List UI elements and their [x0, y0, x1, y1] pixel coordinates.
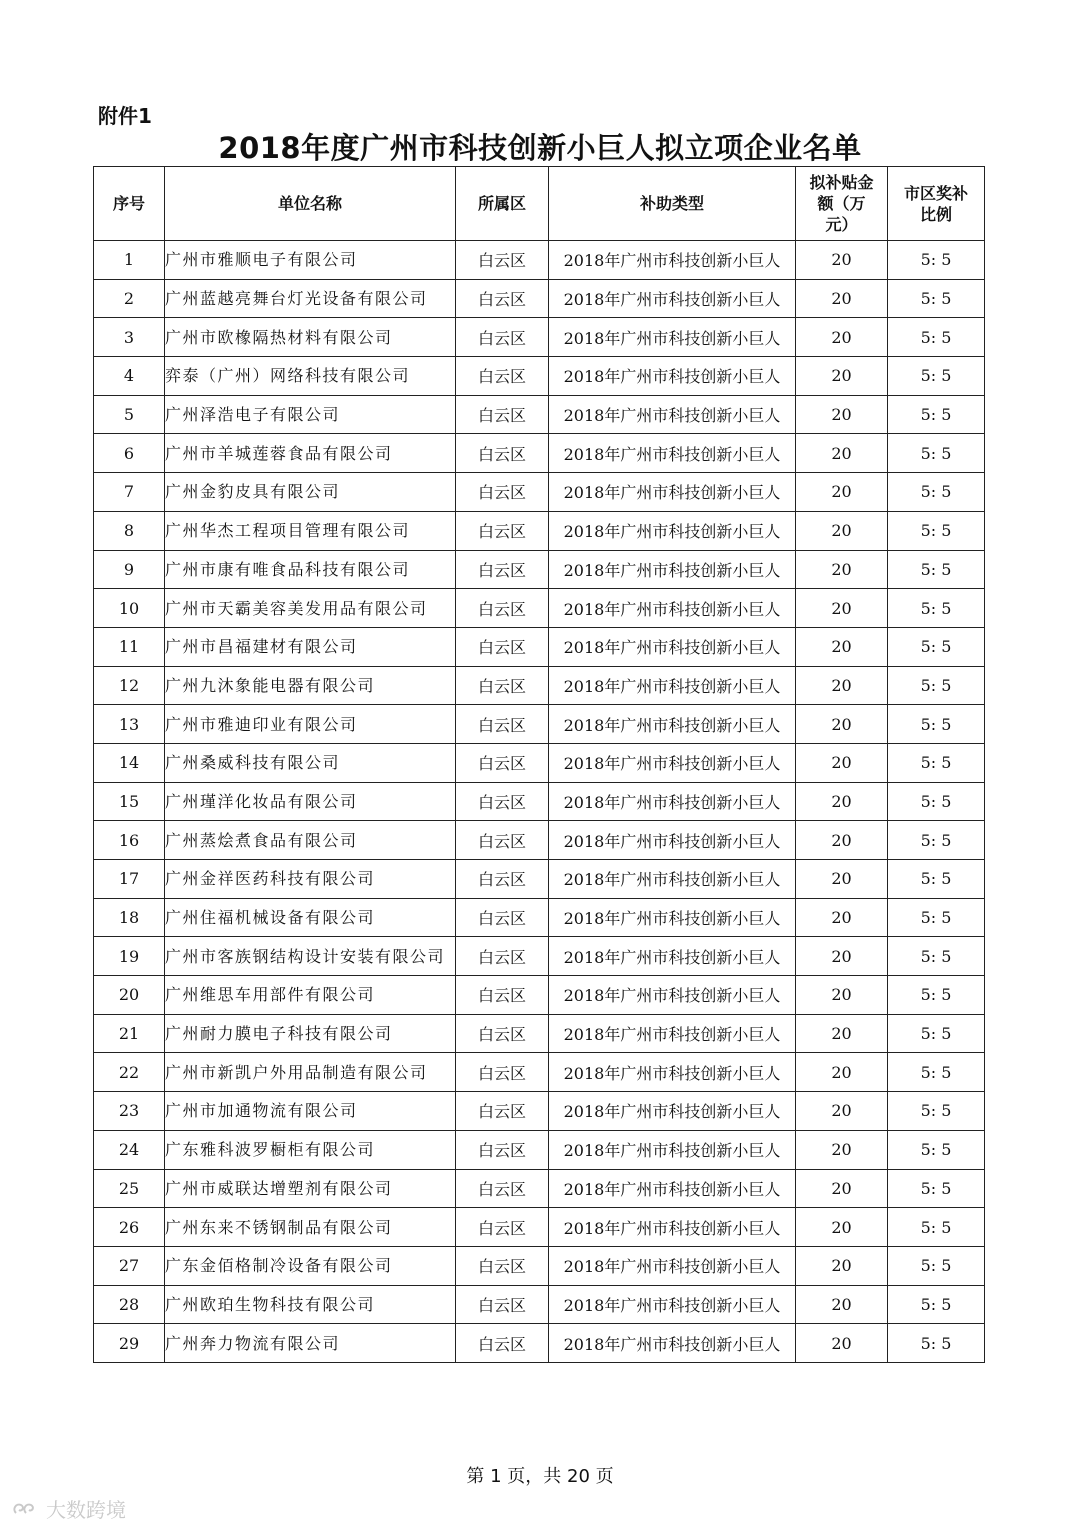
table-row [94, 821, 985, 860]
cell-amount: 20 [796, 434, 888, 473]
cell-district: 白云区 [456, 279, 549, 318]
cell-no: 23 [94, 1092, 165, 1131]
table-row [94, 627, 985, 666]
cell-company-name: 广州耐力膜电子科技有限公司 [165, 1014, 456, 1053]
table-row [94, 241, 985, 280]
cell-company-name: 广州市加通物流有限公司 [165, 1092, 456, 1131]
cell-company-name: 广州桑威科技有限公司 [165, 743, 456, 782]
cell-ratio: 5: 5 [888, 434, 985, 473]
cell-company-name: 广州华杰工程项目管理有限公司 [165, 511, 456, 550]
table-row [94, 976, 985, 1015]
cell-district: 白云区 [456, 976, 549, 1015]
cell-company-name: 广州蒸烩煮食品有限公司 [165, 821, 456, 860]
cell-amount: 20 [796, 1092, 888, 1131]
cell-district: 白云区 [456, 860, 549, 899]
cell-amount: 20 [796, 241, 888, 280]
cell-district: 白云区 [456, 898, 549, 937]
cell-amount: 20 [796, 1169, 888, 1208]
cell-district: 白云区 [456, 1014, 549, 1053]
cell-district: 白云区 [456, 318, 549, 357]
cell-ratio: 5: 5 [888, 782, 985, 821]
cell-no: 29 [94, 1324, 165, 1363]
cell-company-name: 广州市雅迪印业有限公司 [165, 705, 456, 744]
cell-company-name: 广州蓝越亮舞台灯光设备有限公司 [165, 279, 456, 318]
cell-no: 21 [94, 1014, 165, 1053]
cell-company-name: 广州欧珀生物科技有限公司 [165, 1285, 456, 1324]
cell-ratio: 5: 5 [888, 1014, 985, 1053]
cell-district: 白云区 [456, 589, 549, 628]
cell-subsidy-type: 2018年广州市科技创新小巨人 [549, 976, 796, 1015]
cell-amount: 20 [796, 821, 888, 860]
cell-no: 15 [94, 782, 165, 821]
cell-subsidy-type: 2018年广州市科技创新小巨人 [549, 1246, 796, 1285]
cell-district: 白云区 [456, 1208, 549, 1247]
cell-company-name: 广州市新凯户外用品制造有限公司 [165, 1053, 456, 1092]
header-type: 补助类型 [549, 167, 796, 241]
cell-district: 白云区 [456, 743, 549, 782]
cell-amount: 20 [796, 937, 888, 976]
cell-district: 白云区 [456, 1324, 549, 1363]
table-row [94, 1246, 985, 1285]
table-row [94, 1014, 985, 1053]
table-row [94, 1324, 985, 1363]
cell-district: 白云区 [456, 1092, 549, 1131]
table-row [94, 318, 985, 357]
cell-subsidy-type: 2018年广州市科技创新小巨人 [549, 743, 796, 782]
cell-company-name: 弈泰（广州）网络科技有限公司 [165, 357, 456, 396]
cell-district: 白云区 [456, 821, 549, 860]
cell-no: 10 [94, 589, 165, 628]
cell-no: 16 [94, 821, 165, 860]
cell-no: 19 [94, 937, 165, 976]
cell-company-name: 广州奔力物流有限公司 [165, 1324, 456, 1363]
cell-company-name: 广州市欧橡隔热材料有限公司 [165, 318, 456, 357]
cell-district: 白云区 [456, 782, 549, 821]
cell-no: 9 [94, 550, 165, 589]
cell-ratio: 5: 5 [888, 357, 985, 396]
cell-amount: 20 [796, 898, 888, 937]
cell-amount: 20 [796, 860, 888, 899]
cell-company-name: 广州市羊城莲蓉食品有限公司 [165, 434, 456, 473]
cell-no: 25 [94, 1169, 165, 1208]
cell-subsidy-type: 2018年广州市科技创新小巨人 [549, 395, 796, 434]
cell-amount: 20 [796, 976, 888, 1015]
cell-subsidy-type: 2018年广州市科技创新小巨人 [549, 705, 796, 744]
cell-no: 13 [94, 705, 165, 744]
cell-ratio: 5: 5 [888, 705, 985, 744]
cell-amount: 20 [796, 395, 888, 434]
cell-company-name: 广州维思车用部件有限公司 [165, 976, 456, 1015]
cell-ratio: 5: 5 [888, 743, 985, 782]
cell-subsidy-type: 2018年广州市科技创新小巨人 [549, 1285, 796, 1324]
cell-amount: 20 [796, 627, 888, 666]
cell-no: 4 [94, 357, 165, 396]
cell-subsidy-type: 2018年广州市科技创新小巨人 [549, 937, 796, 976]
cell-subsidy-type: 2018年广州市科技创新小巨人 [549, 1130, 796, 1169]
table-row [94, 1130, 985, 1169]
cell-no: 28 [94, 1285, 165, 1324]
cell-company-name: 广州市威联达增塑剂有限公司 [165, 1169, 456, 1208]
cell-district: 白云区 [456, 395, 549, 434]
table-row [94, 473, 985, 512]
cell-company-name: 广州市雅顺电子有限公司 [165, 241, 456, 280]
table-row [94, 782, 985, 821]
page-number: 第 1 页，共 20 页 [466, 1466, 614, 1487]
table-row [94, 898, 985, 937]
cell-no: 8 [94, 511, 165, 550]
cell-subsidy-type: 2018年广州市科技创新小巨人 [549, 279, 796, 318]
cell-amount: 20 [796, 589, 888, 628]
cell-no: 20 [94, 976, 165, 1015]
cell-ratio: 5: 5 [888, 1092, 985, 1131]
cell-subsidy-type: 2018年广州市科技创新小巨人 [549, 1014, 796, 1053]
cell-no: 26 [94, 1208, 165, 1247]
cell-subsidy-type: 2018年广州市科技创新小巨人 [549, 589, 796, 628]
table-row [94, 1208, 985, 1247]
cell-company-name: 广州东来不锈钢制品有限公司 [165, 1208, 456, 1247]
cell-amount: 20 [796, 1285, 888, 1324]
table-row [94, 1285, 985, 1324]
table-row [94, 743, 985, 782]
cell-subsidy-type: 2018年广州市科技创新小巨人 [549, 357, 796, 396]
cell-ratio: 5: 5 [888, 666, 985, 705]
cell-ratio: 5: 5 [888, 1285, 985, 1324]
cell-company-name: 广州市康有唯食品科技有限公司 [165, 550, 456, 589]
cell-subsidy-type: 2018年广州市科技创新小巨人 [549, 782, 796, 821]
table-row [94, 705, 985, 744]
cell-district: 白云区 [456, 550, 549, 589]
cell-district: 白云区 [456, 666, 549, 705]
table-row [94, 860, 985, 899]
cell-no: 6 [94, 434, 165, 473]
cell-no: 1 [94, 241, 165, 280]
cell-no: 12 [94, 666, 165, 705]
cell-ratio: 5: 5 [888, 589, 985, 628]
cell-district: 白云区 [456, 1130, 549, 1169]
cell-district: 白云区 [456, 434, 549, 473]
cell-ratio: 5: 5 [888, 898, 985, 937]
cell-ratio: 5: 5 [888, 1246, 985, 1285]
cell-company-name: 广州泽浩电子有限公司 [165, 395, 456, 434]
cell-amount: 20 [796, 1130, 888, 1169]
cell-no: 18 [94, 898, 165, 937]
cell-district: 白云区 [456, 627, 549, 666]
cell-ratio: 5: 5 [888, 1130, 985, 1169]
cell-no: 22 [94, 1053, 165, 1092]
cell-subsidy-type: 2018年广州市科技创新小巨人 [549, 434, 796, 473]
cell-ratio: 5: 5 [888, 937, 985, 976]
cell-ratio: 5: 5 [888, 976, 985, 1015]
cell-subsidy-type: 2018年广州市科技创新小巨人 [549, 318, 796, 357]
cell-company-name: 广州住福机械设备有限公司 [165, 898, 456, 937]
watermark [10, 1494, 126, 1523]
cell-ratio: 5: 5 [888, 395, 985, 434]
cell-no: 11 [94, 627, 165, 666]
header-ratio: 市区奖补比例 [888, 167, 985, 241]
cell-ratio: 5: 5 [888, 821, 985, 860]
cell-company-name: 广州金豹皮具有限公司 [165, 473, 456, 512]
table-row [94, 1092, 985, 1131]
cell-subsidy-type: 2018年广州市科技创新小巨人 [549, 821, 796, 860]
cell-no: 7 [94, 473, 165, 512]
cell-amount: 20 [796, 279, 888, 318]
cell-subsidy-type: 2018年广州市科技创新小巨人 [549, 860, 796, 899]
cell-amount: 20 [796, 1053, 888, 1092]
cell-subsidy-type: 2018年广州市科技创新小巨人 [549, 550, 796, 589]
cell-subsidy-type: 2018年广州市科技创新小巨人 [549, 627, 796, 666]
cell-company-name: 广州金祥医药科技有限公司 [165, 860, 456, 899]
cell-no: 27 [94, 1246, 165, 1285]
table-row [94, 434, 985, 473]
cell-amount: 20 [796, 357, 888, 396]
cell-amount: 20 [796, 318, 888, 357]
cell-amount: 20 [796, 705, 888, 744]
cell-district: 白云区 [456, 241, 549, 280]
cell-ratio: 5: 5 [888, 511, 985, 550]
cell-ratio: 5: 5 [888, 279, 985, 318]
table-row [94, 511, 985, 550]
cell-ratio: 5: 5 [888, 550, 985, 589]
header-amount: 拟补贴金额（万元） [796, 167, 888, 241]
cell-subsidy-type: 2018年广州市科技创新小巨人 [549, 241, 796, 280]
cell-district: 白云区 [456, 511, 549, 550]
table-row [94, 937, 985, 976]
cell-ratio: 5: 5 [888, 627, 985, 666]
header-district: 所属区 [456, 167, 549, 241]
table-row [94, 550, 985, 589]
cell-ratio: 5: 5 [888, 241, 985, 280]
company-list-table [93, 166, 985, 1363]
table-row [94, 1053, 985, 1092]
cell-ratio: 5: 5 [888, 1208, 985, 1247]
cell-ratio: 5: 5 [888, 860, 985, 899]
watermark-text: 大数跨境 [46, 1498, 126, 1522]
swirl-logo-icon [10, 1499, 40, 1519]
cell-subsidy-type: 2018年广州市科技创新小巨人 [549, 511, 796, 550]
table-row [94, 279, 985, 318]
table-row [94, 589, 985, 628]
cell-amount: 20 [796, 666, 888, 705]
header-name: 单位名称 [165, 167, 456, 241]
cell-ratio: 5: 5 [888, 1169, 985, 1208]
cell-ratio: 5: 5 [888, 1324, 985, 1363]
cell-no: 24 [94, 1130, 165, 1169]
table-header-row [94, 167, 985, 241]
cell-subsidy-type: 2018年广州市科技创新小巨人 [549, 473, 796, 512]
cell-subsidy-type: 2018年广州市科技创新小巨人 [549, 1208, 796, 1247]
cell-amount: 20 [796, 511, 888, 550]
cell-amount: 20 [796, 473, 888, 512]
cell-amount: 20 [796, 1208, 888, 1247]
cell-district: 白云区 [456, 1169, 549, 1208]
attachment-label: 附件1 [98, 104, 152, 128]
cell-district: 白云区 [456, 937, 549, 976]
cell-amount: 20 [796, 782, 888, 821]
cell-ratio: 5: 5 [888, 318, 985, 357]
table-row [94, 357, 985, 396]
cell-no: 14 [94, 743, 165, 782]
cell-district: 白云区 [456, 705, 549, 744]
cell-district: 白云区 [456, 357, 549, 396]
cell-no: 2 [94, 279, 165, 318]
cell-amount: 20 [796, 550, 888, 589]
cell-subsidy-type: 2018年广州市科技创新小巨人 [549, 1053, 796, 1092]
cell-ratio: 5: 5 [888, 473, 985, 512]
cell-district: 白云区 [456, 1285, 549, 1324]
cell-subsidy-type: 2018年广州市科技创新小巨人 [549, 1092, 796, 1131]
cell-amount: 20 [796, 1246, 888, 1285]
cell-company-name: 广州市客族钢结构设计安装有限公司 [165, 937, 456, 976]
cell-amount: 20 [796, 743, 888, 782]
cell-company-name: 广州市昌福建材有限公司 [165, 627, 456, 666]
table-row [94, 1169, 985, 1208]
cell-no: 3 [94, 318, 165, 357]
header-no: 序号 [94, 167, 165, 241]
cell-subsidy-type: 2018年广州市科技创新小巨人 [549, 898, 796, 937]
table-row [94, 666, 985, 705]
table-row [94, 395, 985, 434]
cell-ratio: 5: 5 [888, 1053, 985, 1092]
cell-subsidy-type: 2018年广州市科技创新小巨人 [549, 1324, 796, 1363]
cell-company-name: 广州九沐象能电器有限公司 [165, 666, 456, 705]
cell-company-name: 广州市天霸美容美发用品有限公司 [165, 589, 456, 628]
cell-amount: 20 [796, 1014, 888, 1053]
page-title: 2018年度广州市科技创新小巨人拟立项企业名单 [218, 131, 862, 165]
cell-no: 5 [94, 395, 165, 434]
cell-company-name: 广东金佰格制冷设备有限公司 [165, 1246, 456, 1285]
cell-district: 白云区 [456, 473, 549, 512]
cell-company-name: 广东雅科波罗橱柜有限公司 [165, 1130, 456, 1169]
cell-subsidy-type: 2018年广州市科技创新小巨人 [549, 1169, 796, 1208]
cell-district: 白云区 [456, 1246, 549, 1285]
cell-company-name: 广州瑾洋化妆品有限公司 [165, 782, 456, 821]
cell-amount: 20 [796, 1324, 888, 1363]
cell-subsidy-type: 2018年广州市科技创新小巨人 [549, 666, 796, 705]
cell-district: 白云区 [456, 1053, 549, 1092]
cell-no: 17 [94, 860, 165, 899]
